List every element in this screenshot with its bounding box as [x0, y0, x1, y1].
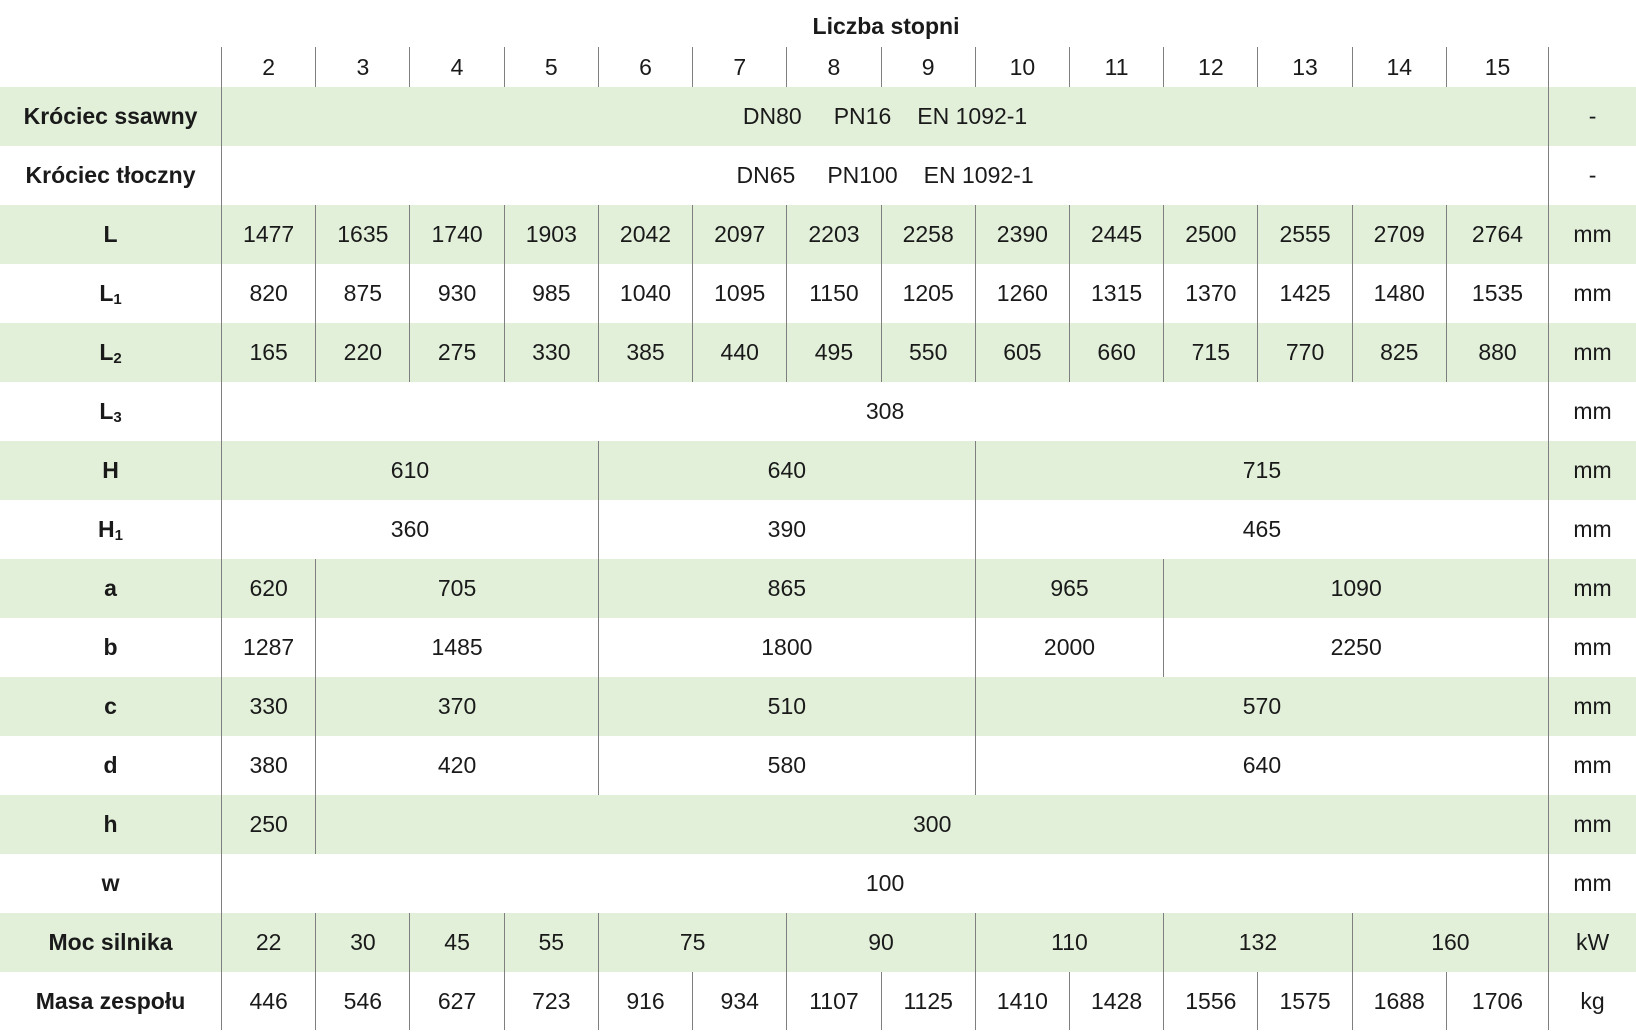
value-cell: 2258	[881, 205, 975, 264]
h-row	[0, 795, 1636, 854]
dimension-table	[0, 47, 1636, 1030]
value-cell: 1903	[504, 205, 598, 264]
value-cell: 22	[222, 913, 316, 972]
value-cell: 715	[1164, 323, 1258, 382]
value-cell: 660	[1070, 323, 1164, 382]
value-cell: 930	[410, 264, 504, 323]
value-cell: 440	[693, 323, 787, 382]
value-cell: 160	[1352, 913, 1548, 972]
row-unit: mm	[1549, 264, 1636, 323]
stage-header-cell: 11	[1070, 47, 1164, 87]
value-cell: 1480	[1352, 264, 1446, 323]
value-cell: 510	[598, 677, 975, 736]
value-cell: 465	[975, 500, 1548, 559]
value-cell: 390	[598, 500, 975, 559]
value-cell: 100	[222, 854, 1549, 913]
d-row	[0, 736, 1636, 795]
row-unit: mm	[1549, 323, 1636, 382]
row-label: Masa zespołu	[35, 987, 186, 1014]
value-cell: 875	[316, 264, 410, 323]
value-cell: 2042	[598, 205, 692, 264]
value-cell: 627	[410, 972, 504, 1030]
row-label	[0, 323, 222, 382]
stage-header-cell: 15	[1446, 47, 1548, 87]
value-cell: 1485	[316, 618, 599, 677]
value-cell: 640	[975, 736, 1548, 795]
value-cell: 640	[598, 441, 975, 500]
value-cell: 916	[598, 972, 692, 1030]
H1-row	[0, 500, 1636, 559]
row-unit: kW	[1549, 913, 1636, 972]
stage-header-cell: 6	[598, 47, 692, 87]
value-cell: 1535	[1446, 264, 1548, 323]
value-cell: 45	[410, 913, 504, 972]
value-cell: 1425	[1258, 264, 1352, 323]
value-cell: 90	[787, 913, 975, 972]
stage-header-cell: 13	[1258, 47, 1352, 87]
row-label-text: L	[99, 397, 114, 424]
row-label: Moc silnika	[0, 913, 222, 972]
value-cell: 2445	[1070, 205, 1164, 264]
row-unit: -	[1549, 87, 1636, 146]
value-cell: 1107	[787, 972, 881, 1030]
value-cell: 110	[975, 913, 1163, 972]
value-cell: 1205	[881, 264, 975, 323]
stage-header-row	[0, 47, 1636, 87]
value-cell: 965	[975, 559, 1163, 618]
value-cell: 1410	[975, 972, 1069, 1030]
suction-port-spec	[222, 87, 1549, 146]
discharge-pn: PN100	[827, 162, 898, 188]
row-label-subscript: 1	[113, 290, 122, 308]
value-cell: 1150	[787, 264, 881, 323]
row-unit: kg	[1549, 972, 1636, 1030]
value-cell: 1740	[410, 205, 504, 264]
value-cell: 250	[222, 795, 316, 854]
row-label-subscript: 1	[114, 526, 123, 544]
value-cell: 550	[881, 323, 975, 382]
value-cell: 2764	[1446, 205, 1548, 264]
header-corner	[0, 47, 222, 87]
value-cell: 1688	[1352, 972, 1446, 1030]
row-unit: mm	[1549, 205, 1636, 264]
value-cell: 1287	[222, 618, 316, 677]
row-label: Króciec tłoczny	[25, 162, 196, 188]
value-cell: 1635	[316, 205, 410, 264]
value-cell: 2500	[1164, 205, 1258, 264]
value-cell: 880	[1446, 323, 1548, 382]
row-unit: mm	[1549, 559, 1636, 618]
value-cell: 1370	[1164, 264, 1258, 323]
value-cell: 370	[316, 677, 599, 736]
value-cell: 1125	[881, 972, 975, 1030]
discharge-norm: EN 1092-1	[923, 162, 1034, 188]
discharge-dn: DN65	[736, 162, 796, 188]
value-cell: 1040	[598, 264, 692, 323]
value-cell: 825	[1352, 323, 1446, 382]
discharge-port-row	[0, 146, 1636, 205]
row-label-text: L	[99, 279, 114, 306]
stage-header-cell: 10	[975, 47, 1069, 87]
value-cell: 446	[222, 972, 316, 1030]
value-cell: 1095	[693, 264, 787, 323]
value-cell: 865	[598, 559, 975, 618]
row-unit: mm	[1549, 618, 1636, 677]
stage-header-cell: 12	[1164, 47, 1258, 87]
row-label-text: L	[99, 338, 114, 365]
H-row	[0, 441, 1636, 500]
L-row	[0, 205, 1636, 264]
value-cell: 1090	[1164, 559, 1549, 618]
value-cell: 165	[222, 323, 316, 382]
row-label	[0, 382, 222, 441]
value-cell: 2709	[1352, 205, 1446, 264]
value-cell: 985	[504, 264, 598, 323]
row-unit: mm	[1549, 382, 1636, 441]
stage-header-cell: 4	[410, 47, 504, 87]
row-unit: mm	[1549, 441, 1636, 500]
row-unit: mm	[1549, 500, 1636, 559]
row-label: b	[103, 634, 118, 660]
value-cell: 2000	[975, 618, 1163, 677]
row-label-subscript: 2	[113, 349, 122, 367]
value-cell: 495	[787, 323, 881, 382]
a-row	[0, 559, 1636, 618]
value-cell: 385	[598, 323, 692, 382]
discharge-port-spec	[222, 146, 1549, 205]
value-cell: 1575	[1258, 972, 1352, 1030]
value-cell: 2250	[1164, 618, 1549, 677]
row-label: Króciec ssawny	[0, 87, 222, 146]
unit-header-cell	[1549, 47, 1636, 87]
c-row	[0, 677, 1636, 736]
row-label-subscript: 3	[113, 408, 122, 426]
value-cell: 2097	[693, 205, 787, 264]
value-cell: 300	[316, 795, 1549, 854]
value-cell: 580	[598, 736, 975, 795]
L3-row	[0, 382, 1636, 441]
value-cell: 1315	[1070, 264, 1164, 323]
row-label-text: H	[98, 515, 115, 542]
row-unit: mm	[1549, 736, 1636, 795]
value-cell: 30	[316, 913, 410, 972]
suction-port-row	[0, 87, 1636, 146]
value-cell: 275	[410, 323, 504, 382]
motor-power-row	[0, 913, 1636, 972]
row-label	[0, 264, 222, 323]
table-title: Liczba stopni	[812, 13, 960, 39]
value-cell: 1706	[1446, 972, 1548, 1030]
value-cell: 546	[316, 972, 410, 1030]
value-cell: 1477	[222, 205, 316, 264]
row-label	[0, 500, 222, 559]
row-label: h	[0, 795, 222, 854]
value-cell: 1428	[1070, 972, 1164, 1030]
value-cell: 610	[222, 441, 599, 500]
row-label: c	[0, 677, 222, 736]
value-cell: 220	[316, 323, 410, 382]
w-row	[0, 854, 1636, 913]
unit-mass-row	[0, 972, 1636, 1030]
value-cell: 715	[975, 441, 1548, 500]
value-cell: 1260	[975, 264, 1069, 323]
value-cell: 723	[504, 972, 598, 1030]
row-label: a	[0, 559, 222, 618]
value-cell: 820	[222, 264, 316, 323]
row-unit: mm	[1549, 854, 1636, 913]
value-cell: 934	[693, 972, 787, 1030]
value-cell: 360	[222, 500, 599, 559]
stage-header-cell: 2	[222, 47, 316, 87]
row-label: H	[0, 441, 222, 500]
value-cell: 570	[975, 677, 1548, 736]
value-cell: 132	[1164, 913, 1352, 972]
row-unit: mm	[1549, 795, 1636, 854]
value-cell: 1556	[1164, 972, 1258, 1030]
row-label: d	[103, 752, 118, 778]
value-cell: 380	[222, 736, 316, 795]
value-cell: 55	[504, 913, 598, 972]
row-unit: -	[1549, 146, 1636, 205]
row-label: w	[101, 870, 120, 896]
suction-dn: DN80	[742, 103, 802, 129]
value-cell: 605	[975, 323, 1069, 382]
value-cell: 2390	[975, 205, 1069, 264]
b-row	[0, 618, 1636, 677]
stage-header-cell: 9	[881, 47, 975, 87]
value-cell: 330	[222, 677, 316, 736]
value-cell: 308	[222, 382, 1549, 441]
suction-norm: EN 1092-1	[917, 103, 1028, 129]
value-cell: 770	[1258, 323, 1352, 382]
L2-row	[0, 323, 1636, 382]
value-cell: 2555	[1258, 205, 1352, 264]
value-cell: 420	[316, 736, 599, 795]
stage-header-cell: 7	[693, 47, 787, 87]
row-unit: mm	[1549, 677, 1636, 736]
value-cell: 705	[316, 559, 599, 618]
stage-header-cell: 3	[316, 47, 410, 87]
value-cell: 1800	[598, 618, 975, 677]
suction-pn: PN16	[833, 103, 892, 129]
L1-row	[0, 264, 1636, 323]
stage-header-cell: 14	[1352, 47, 1446, 87]
row-label: L	[0, 205, 222, 264]
stage-header-cell: 8	[787, 47, 881, 87]
stage-header-cell: 5	[504, 47, 598, 87]
value-cell: 620	[222, 559, 316, 618]
value-cell: 75	[598, 913, 786, 972]
value-cell: 2203	[787, 205, 881, 264]
value-cell: 330	[504, 323, 598, 382]
